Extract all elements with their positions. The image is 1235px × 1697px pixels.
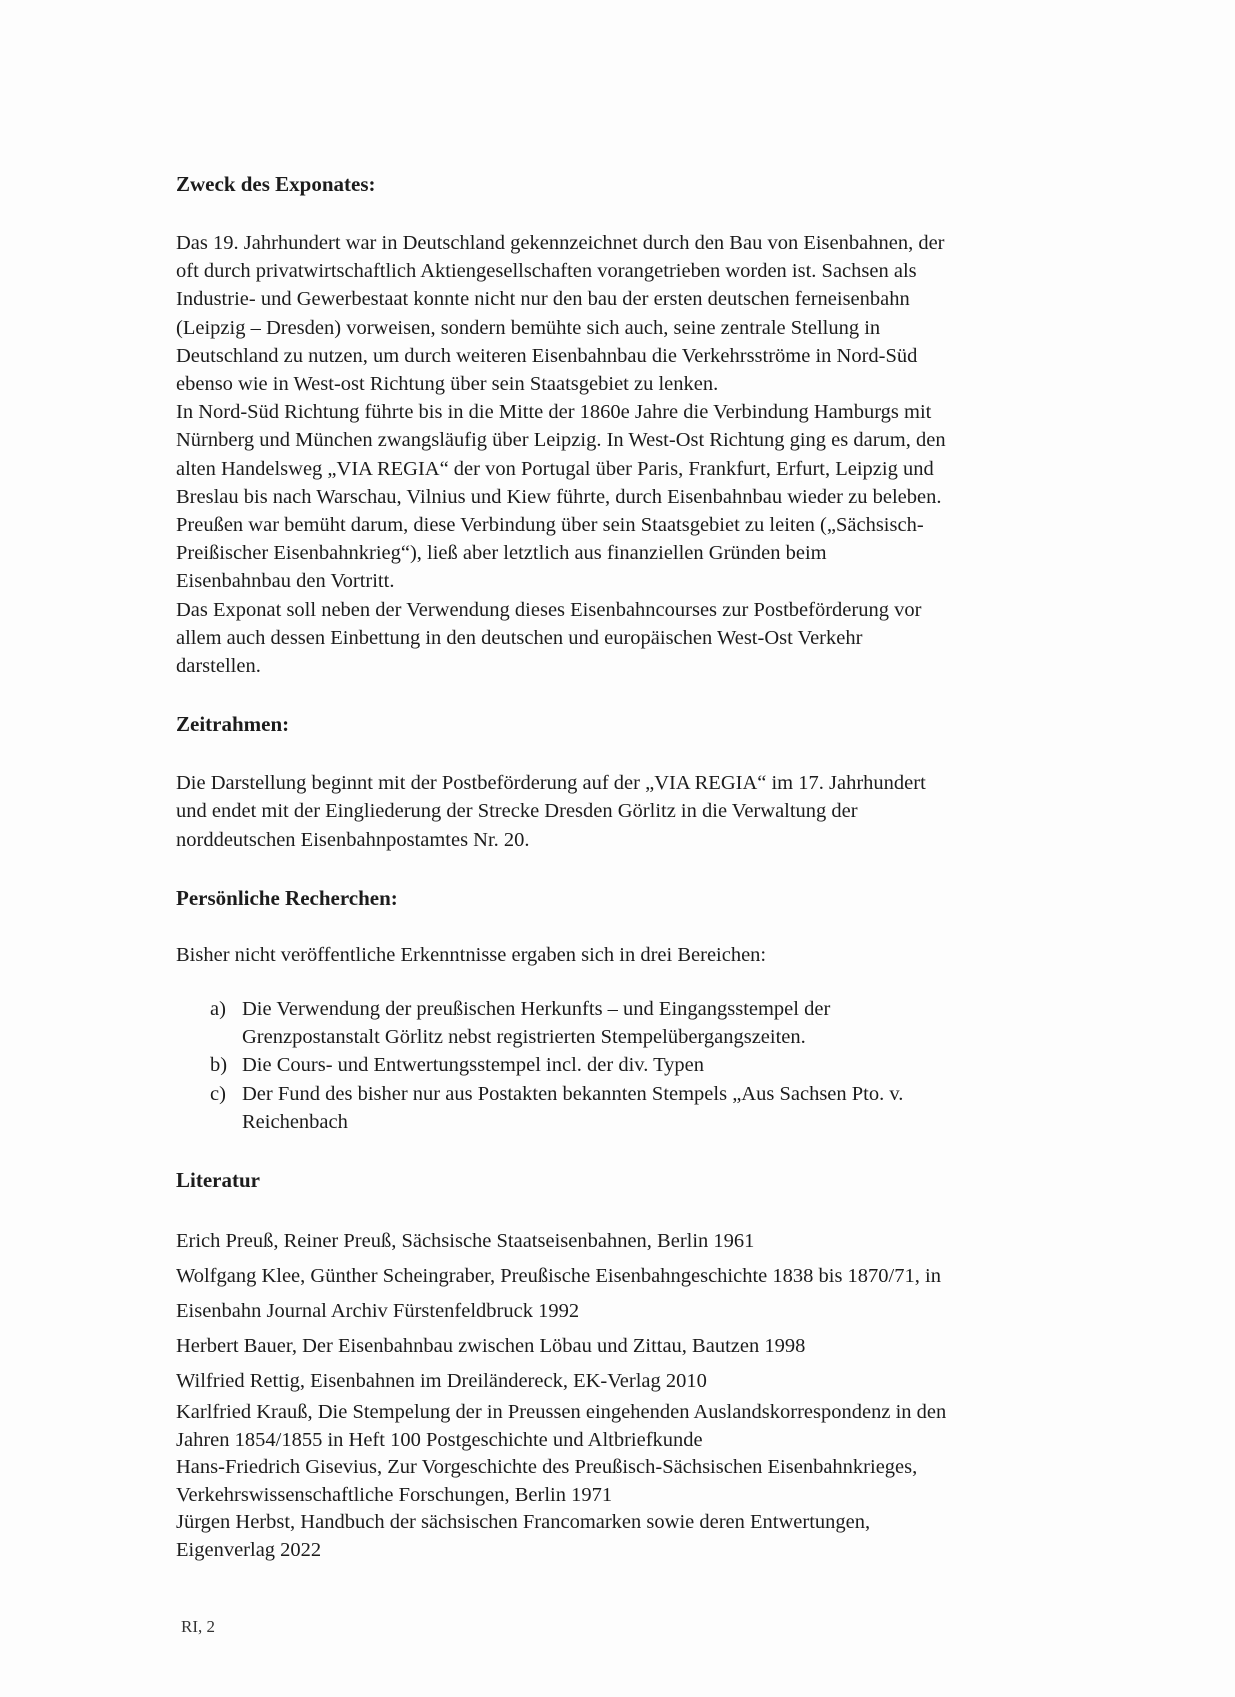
research-list [210, 995, 1096, 1136]
purpose-line: Preißischer Eisenbahnkrieg“), ließ aber letztlich aus finanziellen Gründen beim [176, 542, 827, 565]
literature-heading: Literatur [176, 1168, 260, 1193]
literature-line: Herbert Bauer, Der Eisenbahnbau zwischen Löbau und Zittau, Bautzen 1998 [176, 1335, 806, 1358]
timeframe-line: Die Darstellung beginnt mit der Postbeförderung auf der „VIA REGIA“ im 17. Jahrhundert [176, 772, 926, 795]
purpose-line: Nürnberg und München zwangsläufig über Leipzig. In West-Ost Richtung ging es darum, den [176, 429, 946, 452]
purpose-line: Eisenbahnbau den Vortritt. [176, 570, 395, 593]
timeframe-line: und endet mit der Eingliederung der Strecke Dresden Görlitz in die Verwaltung der [176, 800, 858, 823]
research-item-text [242, 1080, 903, 1136]
research-intro: Bisher nicht veröffentliche Erkenntnisse ergaben sich in drei Bereichen: [176, 943, 767, 966]
document-content [176, 170, 1096, 1564]
research-item-line: Grenzpostanstalt Görlitz nebst registrierten Stempelübergangszeiten. [242, 1026, 806, 1049]
page-number: RI, 2 [181, 1617, 215, 1636]
purpose-line: Das 19. Jahrhundert war in Deutschland gekennzeichnet durch den Bau von Eisenbahnen, der [176, 232, 945, 254]
list-marker: a) [210, 998, 226, 1021]
purpose-line: Deutschland zu nutzen, um durch weiteren Eisenbahnbau die Verkehrsströme in Nord-Süd [176, 344, 918, 367]
literature-entry [176, 1454, 1096, 1509]
literature-line: Verkehrswissenschaftliche Forschungen, Berlin 1971 [176, 1483, 613, 1506]
literature-entry [176, 1399, 1096, 1454]
purpose-paragraph [176, 229, 1096, 680]
purpose-line: darstellen. [176, 655, 261, 678]
literature-entry [176, 1224, 1096, 1259]
literature-line: Eigenverlag 2022 [176, 1538, 322, 1561]
purpose-line: Das Exponat soll neben der Verwendung dieses Eisenbahncourses zur Postbeförderung vor [176, 598, 922, 621]
purpose-line: Breslau bis nach Warschau, Vilnius und Kiew führte, durch Eisenbahnbau wieder zu beleben. [176, 485, 942, 508]
purpose-line: Preußen war bemüht darum, diese Verbindung über sein Staatsgebiet zu leiten („Sächsisch- [176, 514, 924, 537]
literature-line: Karlfried Krauß, Die Stempelung der in Preussen eingehenden Auslandskorrespondenz in den [176, 1401, 947, 1424]
literature-entry [176, 1509, 1096, 1564]
purpose-line: In Nord-Süd Richtung führte bis in die Mitte der 1860e Jahre die Verbindung Hamburgs mit [176, 401, 932, 424]
research-item [210, 1080, 1096, 1136]
research-item-text [242, 1051, 704, 1079]
timeframe-heading: Zeitrahmen: [176, 712, 290, 737]
timeframe-line: norddeutschen Eisenbahnpostamtes Nr. 20. [176, 828, 530, 851]
list-marker: c) [210, 1082, 226, 1105]
research-item-line: Die Verwendung der preußischen Herkunfts – und Eingangsstempel der [242, 998, 831, 1021]
purpose-line: Industrie- und Gewerbestaat konnte nicht nur den bau der ersten deutschen ferneisenbahn [176, 288, 910, 311]
purpose-line: allem auch dessen Einbettung in den deutschen und europäischen West-Ost Verkehr [176, 626, 863, 649]
research-item [210, 1051, 1096, 1079]
literature-line: Erich Preuß, Reiner Preuß, Sächsische Staatseisenbahnen, Berlin 1961 [176, 1230, 755, 1253]
purpose-line: (Leipzig – Dresden) vorweisen, sondern bemühte sich auch, seine zentrale Stellung in [176, 316, 881, 339]
research-item-text [242, 995, 830, 1051]
purpose-line: oft durch privatwirtschaftlich Aktiengesellschaften vorangetrieben worden ist. Sachsen als [176, 260, 917, 283]
literature-line: Wilfried Rettig, Eisenbahnen im Dreiländereck, EK-Verlag 2010 [176, 1370, 707, 1393]
purpose-heading: Zweck des Exponates: [176, 172, 376, 196]
literature-entry [176, 1364, 1096, 1399]
research-heading: Persönliche Recherchen: [176, 885, 398, 910]
purpose-line: ebenso wie in West-ost Richtung über sein Staatsgebiet zu lenken. [176, 373, 719, 396]
research-item [210, 995, 1096, 1051]
research-item-line: Die Cours- und Entwertungsstempel incl. der div. Typen [242, 1054, 705, 1077]
literature-line: Hans-Friedrich Gisevius, Zur Vorgeschichte des Preußisch-Sächsischen Eisenbahnkrieges, [176, 1456, 918, 1479]
timeframe-paragraph [176, 769, 1096, 854]
research-item-line: Der Fund des bisher nur aus Postakten bekannten Stempels „Aus Sachsen Pto. v. [242, 1082, 904, 1105]
literature-line: Jürgen Herbst, Handbuch der sächsischen Francomarken sowie deren Entwertungen, [176, 1511, 871, 1534]
research-item-line: Reichenbach [242, 1110, 348, 1133]
literature-line: Wolfgang Klee, Günther Scheingraber, Preußische Eisenbahngeschichte 1838 bis 1870/71, in [176, 1265, 941, 1288]
purpose-line: alten Handelsweg „VIA REGIA“ der von Portugal über Paris, Frankfurt, Erfurt, Leipzig und [176, 457, 934, 480]
literature-entry [176, 1259, 1096, 1329]
literature-list [176, 1224, 1096, 1564]
literature-line: Jahren 1854/1855 in Heft 100 Postgeschichte und Altbriefkunde [176, 1428, 703, 1451]
literature-line: Eisenbahn Journal Archiv Fürstenfeldbruck 1992 [176, 1300, 580, 1323]
literature-entry [176, 1329, 1096, 1364]
list-marker: b) [210, 1054, 228, 1077]
